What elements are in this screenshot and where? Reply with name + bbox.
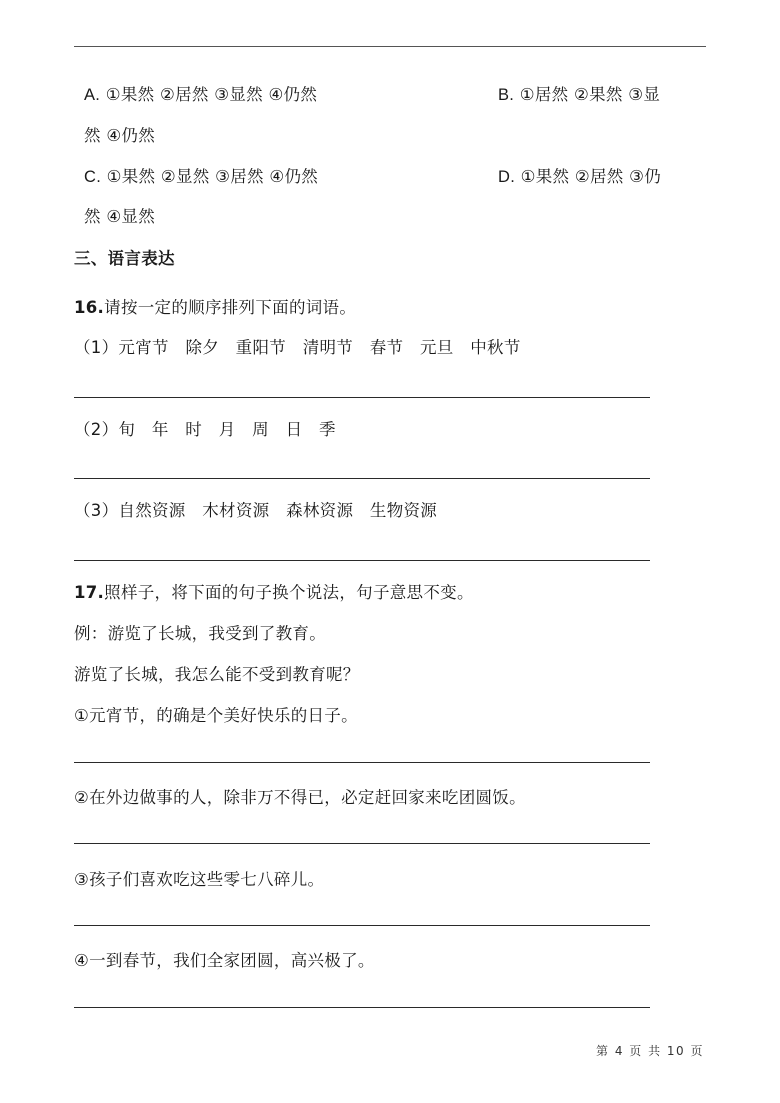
q16-item-2 (74, 419, 336, 441)
option-b-label: B. (498, 86, 515, 104)
q17-item-4: ④一到春节，我们全家团圆，高兴极了。 (74, 951, 375, 970)
q16-item-3-text: 自然资源 木材资源 森林资源 生物资源 (118, 501, 438, 520)
q16-prompt (74, 297, 356, 319)
option-d-wrap: 然 ④显然 (84, 207, 156, 226)
q17-item-2: ②在外边做事的人，除非万不得已，必定赶回家来吃团圆饭。 (74, 788, 526, 807)
q17-item-3: ③孩子们喜欢吃这些零七八碎儿。 (74, 870, 325, 889)
option-c-text: ①果然 ②显然 ③居然 ④仍然 (106, 167, 319, 186)
option-d-label: D. (498, 168, 516, 186)
option-a (84, 84, 317, 106)
q16-number: 16. (74, 298, 105, 317)
option-b (498, 84, 660, 106)
option-a-text: ①果然 ②居然 ③显然 ④仍然 (105, 85, 318, 104)
option-a-label: A. (84, 86, 101, 104)
answer-line-4[interactable] (74, 762, 650, 763)
q16-item-2-text: 旬 年 时 月 周 日 季 (118, 420, 336, 439)
option-d-text: ①果然 ②居然 ③仍 (520, 167, 662, 186)
q17-prompt (74, 582, 474, 604)
q16-item-2-label: （2） (74, 420, 119, 439)
q17-example-2: 游览了长城，我怎么能不受到教育呢？ (74, 665, 360, 684)
section-title: 三、语言表达 (74, 249, 175, 268)
option-c-label: C. (84, 168, 102, 186)
answer-line-3[interactable] (74, 560, 650, 561)
option-c (84, 166, 318, 188)
q16-item-3 (74, 500, 437, 522)
q17-prompt-text: 照样子，将下面的句子换个说法，句子意思不变。 (104, 583, 474, 602)
q16-item-1-text: 元宵节 除夕 重阳节 清明节 春节 元旦 中秋节 (118, 338, 521, 357)
q16-item-1 (74, 337, 521, 359)
q17-example-1: 例：游览了长城，我受到了教育。 (74, 624, 326, 643)
q16-prompt-text: 请按一定的顺序排列下面的词语。 (104, 298, 357, 317)
q16-item-3-label: （3） (74, 501, 119, 520)
answer-line-7[interactable] (74, 1007, 650, 1008)
option-b-wrap: 然 ④仍然 (84, 126, 156, 145)
header-rule (74, 46, 706, 47)
page-number: 第 4 页 共 10 页 (596, 1044, 704, 1058)
answer-line-1[interactable] (74, 397, 650, 398)
q17-number: 17. (74, 583, 105, 602)
answer-line-5[interactable] (74, 843, 650, 844)
q17-item-1: ①元宵节，的确是个美好快乐的日子。 (74, 706, 358, 725)
option-d (498, 166, 661, 188)
answer-line-2[interactable] (74, 478, 650, 479)
answer-line-6[interactable] (74, 925, 650, 926)
option-b-text: ①居然 ②果然 ③显 (519, 85, 661, 104)
q16-item-1-label: （1） (74, 338, 119, 357)
